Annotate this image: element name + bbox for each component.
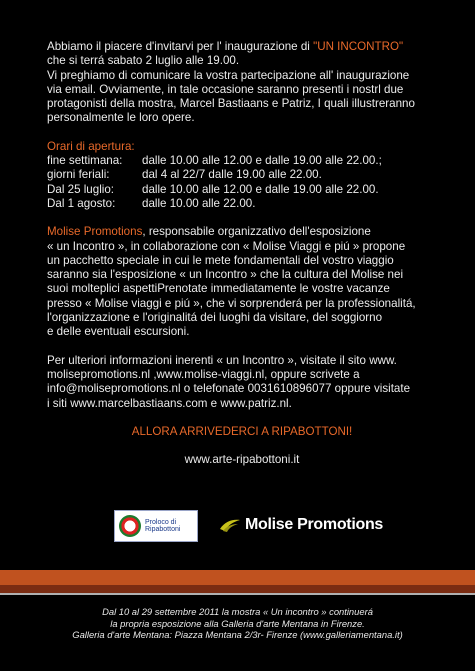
pro-loco-seal-icon — [119, 515, 141, 537]
info-line-4: i siti www.marcelbastiaans.com e www.patriz.nl. — [47, 396, 292, 410]
info-line-3: info@molisepromotions.nl o telefonate 0031610896077 oppure visitate — [47, 382, 411, 396]
promo-brand: Molise Promotions — [47, 225, 143, 239]
promo-line-3: un pacchetto speciale in cui le mete fondamentali del vostro viaggio — [47, 253, 394, 267]
footer-line-3: Galleria d'arte Mentana: Piazza Mentana 2/3r- Firenze (www.galleriamentana.it) — [72, 629, 403, 641]
hours-label: Dal 25 luglio: — [47, 182, 115, 196]
hours-label: fine settimana: — [47, 154, 123, 168]
hours-value: dalle 10.00 alle 12.00 e dalle 19.00 alle 22.00. — [142, 182, 379, 196]
invite-text: Abbiamo il piacere d'invitarvi per l' inaugurazione di — [47, 40, 314, 53]
footer-notice — [30, 606, 445, 641]
promo-line-6: presso « Molise viaggi e piú », che vi sorprenderá per la professionalitá, — [47, 296, 416, 310]
promo-line-8: e delle eventuali escursioni. — [47, 325, 190, 339]
pro-loco-logo — [114, 510, 198, 542]
footer-line-2: la propria esposizione alla Galleria d'arte Mentana in Firenze. — [110, 617, 365, 629]
farewell-heading: ALLORA ARRIVEDERCI A RIPABOTTONI! — [131, 424, 353, 438]
footer-line-1: Dal 10 al 29 settembre 2011 la mostra « Un incontro » continuerá — [102, 606, 373, 617]
pro-loco-label: Proloco di Ripabottoni — [145, 519, 181, 533]
hours-title: Orari di apertura: — [47, 139, 135, 153]
hours-value: dalle 10.00 alle 12.00 e dalle 19.00 alle 22.00.; — [142, 154, 382, 168]
hours-value: dalle 10.00 alle 22.00. — [142, 196, 256, 210]
invite-line-3: Vi preghiamo di comunicare la vostra partecipazione all' inaugurazione — [47, 68, 410, 82]
hours-row — [47, 183, 437, 197]
molise-promotions-logo — [219, 516, 383, 534]
hours-label: Dal 1 agosto: — [47, 196, 116, 210]
invite-line-5: protagonisti della mostra, Marcel Bastiaans e Patriz, I quali illustreranno — [47, 97, 415, 111]
hours-row — [47, 197, 437, 211]
decorative-band-dark — [0, 585, 475, 593]
promo-line-7: l'organizzazione e l'originalitá dei luoghi da visitare, del soggiorno — [47, 311, 383, 325]
promo-line-5: suoi molteplici aspettiPrenotate immediatamente le vostre vacanze — [47, 282, 390, 296]
invite-line-1 — [47, 40, 437, 54]
hours-label: giorni feriali: — [47, 168, 110, 182]
promo-line-1 — [47, 225, 437, 239]
invitation-body — [47, 40, 437, 467]
website-link[interactable]: www.arte-ripabottoni.it — [184, 453, 300, 467]
promo-line-4: saranno sia l'esposizione « un Incontro » che la cultura del Molise nei — [47, 268, 404, 282]
decorative-band-orange — [0, 570, 475, 585]
invite-line-6: personalmente le loro opere. — [47, 111, 195, 125]
promo-text: , responsabile organizzativo dell'esposizione — [142, 225, 371, 239]
molise-promotions-logo-text: Molise Promotions — [245, 516, 384, 533]
hours-row — [47, 154, 437, 168]
decorative-band-line — [0, 593, 475, 595]
info-line-2: molisepromotions.nl ,www.molise-viaggi.nl, oppure scrivete a — [47, 367, 360, 381]
hours-value: dal 4 al 22/7 dalle 19.00 alle 22.00. — [142, 168, 322, 182]
invite-line-4: via email. Ovviamente, in tale occasione saranno presenti i nostrl due — [47, 82, 404, 96]
swoosh-icon — [219, 517, 241, 533]
hours-row — [47, 168, 437, 182]
info-line-1: Per ulteriori informazioni inerenti « un Incontro », visitate il sito www. — [47, 353, 397, 367]
invite-line-2: che si terrá sabato 2 luglio alle 19.00. — [47, 54, 240, 68]
event-title: "UN INCONTRO" — [313, 40, 404, 53]
promo-line-2: « un Incontro », in collaborazione con « Molise Viaggi e piú » propone — [47, 239, 406, 253]
